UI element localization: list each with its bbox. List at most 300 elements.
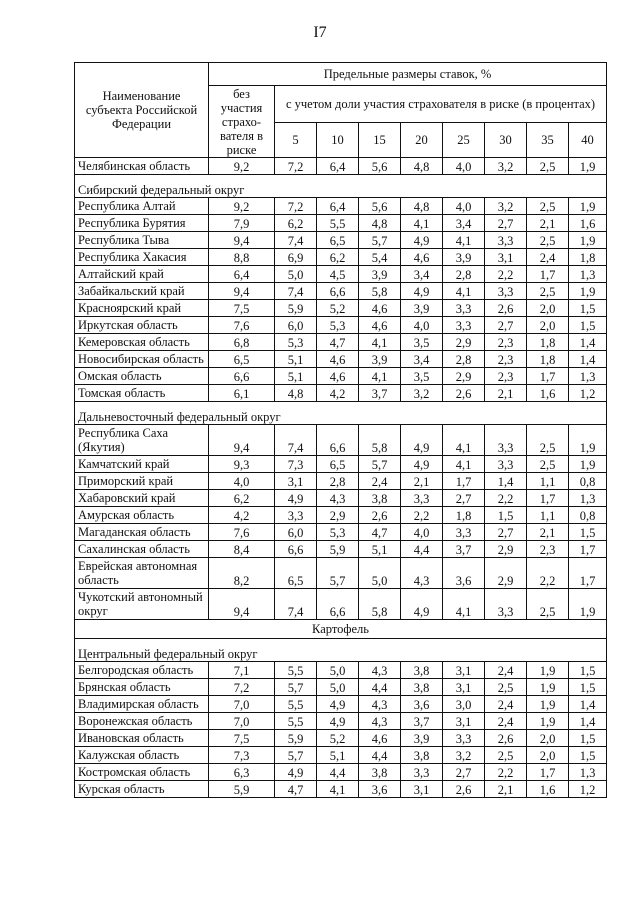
- table-row: [75, 696, 607, 713]
- rate-share-30: 2,7: [485, 215, 527, 232]
- rate-share-30: 1,4: [485, 473, 527, 490]
- rate-share-20: 2,2: [401, 507, 443, 524]
- rate-share-40: 1,3: [569, 490, 607, 507]
- rate-share-40: 1,5: [569, 679, 607, 696]
- rate-share-15: 5,7: [359, 232, 401, 249]
- section-title: Центральный федеральный округ: [75, 639, 607, 662]
- rate-share-25: 2,8: [443, 351, 485, 368]
- table-row: [75, 524, 607, 541]
- rate-share-25: 4,1: [443, 589, 485, 620]
- rate-share-20: 3,8: [401, 747, 443, 764]
- region-name: Республика Бурятия: [75, 215, 209, 232]
- rate-share-25: 3,3: [443, 524, 485, 541]
- rate-share-30: 2,1: [485, 781, 527, 798]
- rate-share-40: 1,3: [569, 764, 607, 781]
- rate-share-10: 5,1: [317, 747, 359, 764]
- rate-share-10: 2,8: [317, 473, 359, 490]
- rate-share-35: 2,1: [527, 524, 569, 541]
- rate-share-25: 3,3: [443, 300, 485, 317]
- rate-without-share: 7,1: [209, 662, 275, 679]
- table-row: [75, 215, 607, 232]
- rate-share-40: 1,9: [569, 283, 607, 300]
- rate-share-40: 1,5: [569, 524, 607, 541]
- rate-share-15: 2,4: [359, 473, 401, 490]
- rate-share-40: 1,9: [569, 198, 607, 215]
- rate-without-share: 6,4: [209, 266, 275, 283]
- rate-share-15: 4,7: [359, 524, 401, 541]
- rate-share-35: 1,7: [527, 490, 569, 507]
- rate-share-15: 4,6: [359, 317, 401, 334]
- region-name: Костромская область: [75, 764, 209, 781]
- rate-share-30: 3,3: [485, 283, 527, 300]
- rate-share-35: 2,5: [527, 158, 569, 175]
- rate-without-share: 8,8: [209, 249, 275, 266]
- rate-share-35: 1,6: [527, 385, 569, 402]
- rate-share-20: 3,6: [401, 696, 443, 713]
- region-name: Челябинская область: [75, 158, 209, 175]
- rate-without-share: 7,0: [209, 696, 275, 713]
- rate-share-30: 2,9: [485, 558, 527, 589]
- region-name: Белгородская область: [75, 662, 209, 679]
- rate-share-40: 0,8: [569, 507, 607, 524]
- rate-share-5: 5,1: [275, 351, 317, 368]
- table-row: [75, 730, 607, 747]
- rates-table: [74, 62, 607, 798]
- rate-share-20: 4,0: [401, 524, 443, 541]
- rate-without-share: 6,6: [209, 368, 275, 385]
- rate-share-10: 4,4: [317, 764, 359, 781]
- rate-share-5: 7,4: [275, 283, 317, 300]
- rate-share-30: 2,2: [485, 764, 527, 781]
- rate-share-35: 1,9: [527, 679, 569, 696]
- rate-without-share: 6,5: [209, 351, 275, 368]
- region-name: Калужская область: [75, 747, 209, 764]
- rate-share-20: 4,8: [401, 198, 443, 215]
- rate-share-35: 2,2: [527, 558, 569, 589]
- rate-share-15: 4,3: [359, 662, 401, 679]
- rate-share-20: 3,4: [401, 266, 443, 283]
- rate-share-35: 1,7: [527, 764, 569, 781]
- table-row: [75, 679, 607, 696]
- region-name: Новосибирская область: [75, 351, 209, 368]
- rate-share-35: 1,6: [527, 781, 569, 798]
- rate-share-40: 1,6: [569, 215, 607, 232]
- rate-share-30: 2,4: [485, 662, 527, 679]
- table-row: [75, 283, 607, 300]
- rate-share-20: 2,1: [401, 473, 443, 490]
- rate-share-30: 2,3: [485, 368, 527, 385]
- region-name: Республика Алтай: [75, 198, 209, 215]
- rate-share-5: 5,7: [275, 679, 317, 696]
- table-row: [75, 490, 607, 507]
- rate-share-10: 4,5: [317, 266, 359, 283]
- rate-share-35: 2,4: [527, 249, 569, 266]
- rate-without-share: 6,1: [209, 385, 275, 402]
- table-row: [75, 266, 607, 283]
- rate-share-5: 5,5: [275, 662, 317, 679]
- region-name: Магаданская область: [75, 524, 209, 541]
- rate-share-20: 3,3: [401, 490, 443, 507]
- region-name: Омская область: [75, 368, 209, 385]
- rate-share-35: 2,5: [527, 198, 569, 215]
- rate-share-10: 6,6: [317, 425, 359, 456]
- rate-share-5: 5,7: [275, 747, 317, 764]
- rate-share-5: 6,6: [275, 541, 317, 558]
- rate-without-share: 7,6: [209, 317, 275, 334]
- rate-without-share: 7,6: [209, 524, 275, 541]
- rate-share-30: 3,3: [485, 232, 527, 249]
- rate-share-20: 4,0: [401, 317, 443, 334]
- rate-without-share: 4,0: [209, 473, 275, 490]
- rate-share-25: 4,1: [443, 456, 485, 473]
- header-share-25: 25: [443, 123, 485, 158]
- table-row: [75, 713, 607, 730]
- rate-share-10: 5,2: [317, 300, 359, 317]
- region-name: Республика Саха (Якутия): [75, 425, 209, 456]
- rate-share-25: 3,7: [443, 541, 485, 558]
- rate-share-30: 2,5: [485, 679, 527, 696]
- rate-share-25: 4,0: [443, 198, 485, 215]
- rate-without-share: 7,5: [209, 730, 275, 747]
- rate-share-40: 1,4: [569, 351, 607, 368]
- rate-share-40: 1,4: [569, 334, 607, 351]
- rate-share-15: 5,8: [359, 283, 401, 300]
- rate-without-share: 7,9: [209, 215, 275, 232]
- region-name: Забайкальский край: [75, 283, 209, 300]
- rate-share-10: 4,9: [317, 696, 359, 713]
- rate-share-25: 3,9: [443, 249, 485, 266]
- region-name: Приморский край: [75, 473, 209, 490]
- rate-share-15: 5,6: [359, 158, 401, 175]
- rate-share-30: 2,2: [485, 490, 527, 507]
- rate-share-10: 6,5: [317, 456, 359, 473]
- rate-share-25: 4,1: [443, 232, 485, 249]
- rate-share-30: 3,2: [485, 158, 527, 175]
- rate-share-35: 1,1: [527, 473, 569, 490]
- rate-share-20: 3,8: [401, 679, 443, 696]
- rate-share-40: 1,5: [569, 317, 607, 334]
- region-name: Республика Тыва: [75, 232, 209, 249]
- rate-share-30: 2,2: [485, 266, 527, 283]
- rate-share-40: 1,9: [569, 589, 607, 620]
- region-name: Кемеровская область: [75, 334, 209, 351]
- rate-share-35: 2,0: [527, 300, 569, 317]
- rate-share-5: 7,3: [275, 456, 317, 473]
- rate-share-35: 1,8: [527, 351, 569, 368]
- section-title: Дальневосточный федеральный округ: [75, 402, 607, 425]
- rate-without-share: 9,4: [209, 425, 275, 456]
- rate-share-30: 2,9: [485, 541, 527, 558]
- rate-share-5: 3,3: [275, 507, 317, 524]
- rate-share-15: 5,1: [359, 541, 401, 558]
- rate-without-share: 6,3: [209, 764, 275, 781]
- header-share-35: 35: [527, 123, 569, 158]
- header-with-share: с учетом доли участия страхователя в риске (в процентах): [275, 86, 607, 123]
- rate-share-35: 1,7: [527, 266, 569, 283]
- rate-share-10: 4,7: [317, 334, 359, 351]
- rate-share-10: 5,3: [317, 524, 359, 541]
- rate-share-35: 2,0: [527, 747, 569, 764]
- rate-share-35: 2,5: [527, 589, 569, 620]
- rate-share-15: 5,4: [359, 249, 401, 266]
- rate-share-15: 5,0: [359, 558, 401, 589]
- rate-share-35: 2,3: [527, 541, 569, 558]
- rate-without-share: 8,4: [209, 541, 275, 558]
- rate-share-25: 2,6: [443, 385, 485, 402]
- rate-share-20: 3,1: [401, 781, 443, 798]
- rate-share-15: 5,6: [359, 198, 401, 215]
- rate-share-20: 3,9: [401, 300, 443, 317]
- rate-share-20: 3,9: [401, 730, 443, 747]
- rate-share-35: 1,7: [527, 368, 569, 385]
- table-row: [75, 232, 607, 249]
- rate-share-30: 3,2: [485, 198, 527, 215]
- rate-share-10: 6,4: [317, 158, 359, 175]
- header-share-5: 5: [275, 123, 317, 158]
- header-share-15: 15: [359, 123, 401, 158]
- rate-share-40: 1,4: [569, 713, 607, 730]
- rate-share-40: 1,9: [569, 232, 607, 249]
- rate-share-40: 1,5: [569, 747, 607, 764]
- rate-share-35: 1,8: [527, 334, 569, 351]
- rate-share-5: 7,2: [275, 158, 317, 175]
- rate-share-20: 3,7: [401, 713, 443, 730]
- header-rates-title: Предельные размеры ставок, %: [209, 63, 607, 86]
- rate-share-5: 4,9: [275, 764, 317, 781]
- rate-share-10: 6,6: [317, 283, 359, 300]
- rate-share-15: 4,1: [359, 334, 401, 351]
- region-name: Алтайский край: [75, 266, 209, 283]
- rate-share-10: 6,2: [317, 249, 359, 266]
- rate-share-30: 2,7: [485, 317, 527, 334]
- rate-share-5: 7,2: [275, 198, 317, 215]
- rate-share-5: 4,7: [275, 781, 317, 798]
- rate-share-35: 2,5: [527, 283, 569, 300]
- table-row: [75, 351, 607, 368]
- rate-share-10: 5,0: [317, 662, 359, 679]
- rate-share-40: 1,2: [569, 385, 607, 402]
- section-title: Сибирский федеральный округ: [75, 175, 607, 198]
- rate-without-share: 9,2: [209, 158, 275, 175]
- rate-share-25: 4,1: [443, 283, 485, 300]
- rate-share-15: 3,9: [359, 266, 401, 283]
- rate-share-20: 3,4: [401, 351, 443, 368]
- table-row: [75, 158, 607, 175]
- rate-share-35: 2,0: [527, 730, 569, 747]
- table-row: [75, 425, 607, 456]
- rate-share-10: 4,3: [317, 490, 359, 507]
- rate-share-40: 1,7: [569, 558, 607, 589]
- rate-share-5: 5,9: [275, 300, 317, 317]
- rate-share-30: 3,3: [485, 456, 527, 473]
- rate-share-30: 2,4: [485, 713, 527, 730]
- rate-without-share: 7,2: [209, 679, 275, 696]
- rate-share-15: 4,3: [359, 713, 401, 730]
- rate-share-30: 2,6: [485, 730, 527, 747]
- rate-without-share: 7,5: [209, 300, 275, 317]
- table-row: [75, 456, 607, 473]
- header-share-10: 10: [317, 123, 359, 158]
- page-number: I7: [313, 24, 327, 41]
- table-row: [75, 334, 607, 351]
- table-row: [75, 473, 607, 490]
- crop-row: [75, 620, 607, 639]
- region-name: Еврейская автономная область: [75, 558, 209, 589]
- rate-share-20: 3,8: [401, 662, 443, 679]
- table-row: [75, 198, 607, 215]
- rate-share-10: 2,9: [317, 507, 359, 524]
- rate-share-5: 6,0: [275, 524, 317, 541]
- region-name: Камчатский край: [75, 456, 209, 473]
- rate-share-30: 2,5: [485, 747, 527, 764]
- rate-share-15: 4,8: [359, 215, 401, 232]
- section-row: [75, 402, 607, 425]
- rate-share-20: 4,1: [401, 215, 443, 232]
- table-row: [75, 747, 607, 764]
- region-name: Республика Хакасия: [75, 249, 209, 266]
- rate-share-20: 3,2: [401, 385, 443, 402]
- rate-share-15: 3,8: [359, 490, 401, 507]
- crop-title: Картофель: [75, 620, 607, 639]
- rate-share-20: 3,3: [401, 764, 443, 781]
- rate-share-15: 4,4: [359, 679, 401, 696]
- rate-share-5: 5,3: [275, 334, 317, 351]
- region-name: Хабаровский край: [75, 490, 209, 507]
- rate-share-10: 6,6: [317, 589, 359, 620]
- rate-share-25: 1,8: [443, 507, 485, 524]
- rate-share-40: 1,3: [569, 368, 607, 385]
- rate-share-25: 4,1: [443, 425, 485, 456]
- rate-without-share: 9,2: [209, 198, 275, 215]
- rate-share-25: 3,2: [443, 747, 485, 764]
- rate-share-15: 3,6: [359, 781, 401, 798]
- rate-share-10: 5,0: [317, 679, 359, 696]
- rate-share-5: 7,4: [275, 425, 317, 456]
- region-name: Томская область: [75, 385, 209, 402]
- rate-share-40: 1,9: [569, 425, 607, 456]
- rate-share-30: 2,7: [485, 524, 527, 541]
- rate-share-40: 1,5: [569, 300, 607, 317]
- rate-without-share: 8,2: [209, 558, 275, 589]
- rate-share-40: 1,5: [569, 662, 607, 679]
- table-row: [75, 589, 607, 620]
- rate-share-25: 3,1: [443, 713, 485, 730]
- rate-without-share: 9,4: [209, 232, 275, 249]
- rate-share-20: 4,3: [401, 558, 443, 589]
- rate-share-25: 2,7: [443, 764, 485, 781]
- table-row: [75, 662, 607, 679]
- rate-share-25: 3,1: [443, 679, 485, 696]
- rate-without-share: 6,8: [209, 334, 275, 351]
- rate-share-5: 4,9: [275, 490, 317, 507]
- rate-share-25: 3,0: [443, 696, 485, 713]
- rate-share-20: 4,6: [401, 249, 443, 266]
- rate-share-30: 2,3: [485, 351, 527, 368]
- rate-share-20: 4,9: [401, 232, 443, 249]
- rate-share-30: 2,4: [485, 696, 527, 713]
- rate-share-40: 1,9: [569, 158, 607, 175]
- rate-share-40: 1,3: [569, 266, 607, 283]
- region-name: Владимирская область: [75, 696, 209, 713]
- rate-without-share: 4,2: [209, 507, 275, 524]
- rate-share-40: 1,7: [569, 541, 607, 558]
- region-name: Курская область: [75, 781, 209, 798]
- rate-share-25: 3,4: [443, 215, 485, 232]
- rate-share-15: 4,3: [359, 696, 401, 713]
- rate-share-25: 3,3: [443, 317, 485, 334]
- rate-share-20: 4,8: [401, 158, 443, 175]
- region-name: Чукотский автономный округ: [75, 589, 209, 620]
- header-subject-name: Наименование субъекта Российской Федерации: [75, 63, 209, 158]
- rate-share-35: 1,9: [527, 696, 569, 713]
- header-without-share: без участия страхо-вателя в риске: [209, 86, 275, 158]
- rate-without-share: 9,4: [209, 589, 275, 620]
- rate-share-5: 7,4: [275, 232, 317, 249]
- rate-share-5: 5,0: [275, 266, 317, 283]
- rate-share-15: 3,9: [359, 351, 401, 368]
- section-row: [75, 175, 607, 198]
- rate-share-5: 6,9: [275, 249, 317, 266]
- rate-share-35: 1,9: [527, 662, 569, 679]
- rate-share-40: 0,8: [569, 473, 607, 490]
- table-row: [75, 507, 607, 524]
- table-row: [75, 368, 607, 385]
- rate-without-share: 7,3: [209, 747, 275, 764]
- rate-share-10: 4,6: [317, 351, 359, 368]
- rate-without-share: 9,4: [209, 283, 275, 300]
- rate-share-20: 4,9: [401, 283, 443, 300]
- rate-share-30: 1,5: [485, 507, 527, 524]
- rate-share-15: 3,8: [359, 764, 401, 781]
- rate-share-10: 6,4: [317, 198, 359, 215]
- rate-share-25: 2,9: [443, 334, 485, 351]
- rate-share-25: 2,6: [443, 781, 485, 798]
- rate-share-10: 5,9: [317, 541, 359, 558]
- rate-share-35: 2,5: [527, 425, 569, 456]
- region-name: Воронежская область: [75, 713, 209, 730]
- rate-share-15: 4,1: [359, 368, 401, 385]
- region-name: Сахалинская область: [75, 541, 209, 558]
- rate-share-10: 4,1: [317, 781, 359, 798]
- table-row: [75, 300, 607, 317]
- rate-share-40: 1,2: [569, 781, 607, 798]
- rate-share-25: 2,9: [443, 368, 485, 385]
- rate-share-15: 5,7: [359, 456, 401, 473]
- region-name: Иркутская область: [75, 317, 209, 334]
- rate-share-35: 2,5: [527, 232, 569, 249]
- rate-share-15: 3,7: [359, 385, 401, 402]
- rate-share-20: 4,9: [401, 456, 443, 473]
- rate-share-25: 3,1: [443, 662, 485, 679]
- rate-without-share: 5,9: [209, 781, 275, 798]
- table-row: [75, 781, 607, 798]
- rate-share-10: 4,2: [317, 385, 359, 402]
- rate-share-25: 4,0: [443, 158, 485, 175]
- rate-share-10: 5,3: [317, 317, 359, 334]
- rate-share-5: 6,5: [275, 558, 317, 589]
- rate-share-35: 2,1: [527, 215, 569, 232]
- rate-share-15: 2,6: [359, 507, 401, 524]
- table-row: [75, 558, 607, 589]
- section-row: [75, 639, 607, 662]
- table-row: [75, 249, 607, 266]
- table-row: [75, 541, 607, 558]
- rate-share-20: 4,4: [401, 541, 443, 558]
- rate-share-10: 5,7: [317, 558, 359, 589]
- table-row: [75, 317, 607, 334]
- table-row: [75, 764, 607, 781]
- rate-without-share: 6,2: [209, 490, 275, 507]
